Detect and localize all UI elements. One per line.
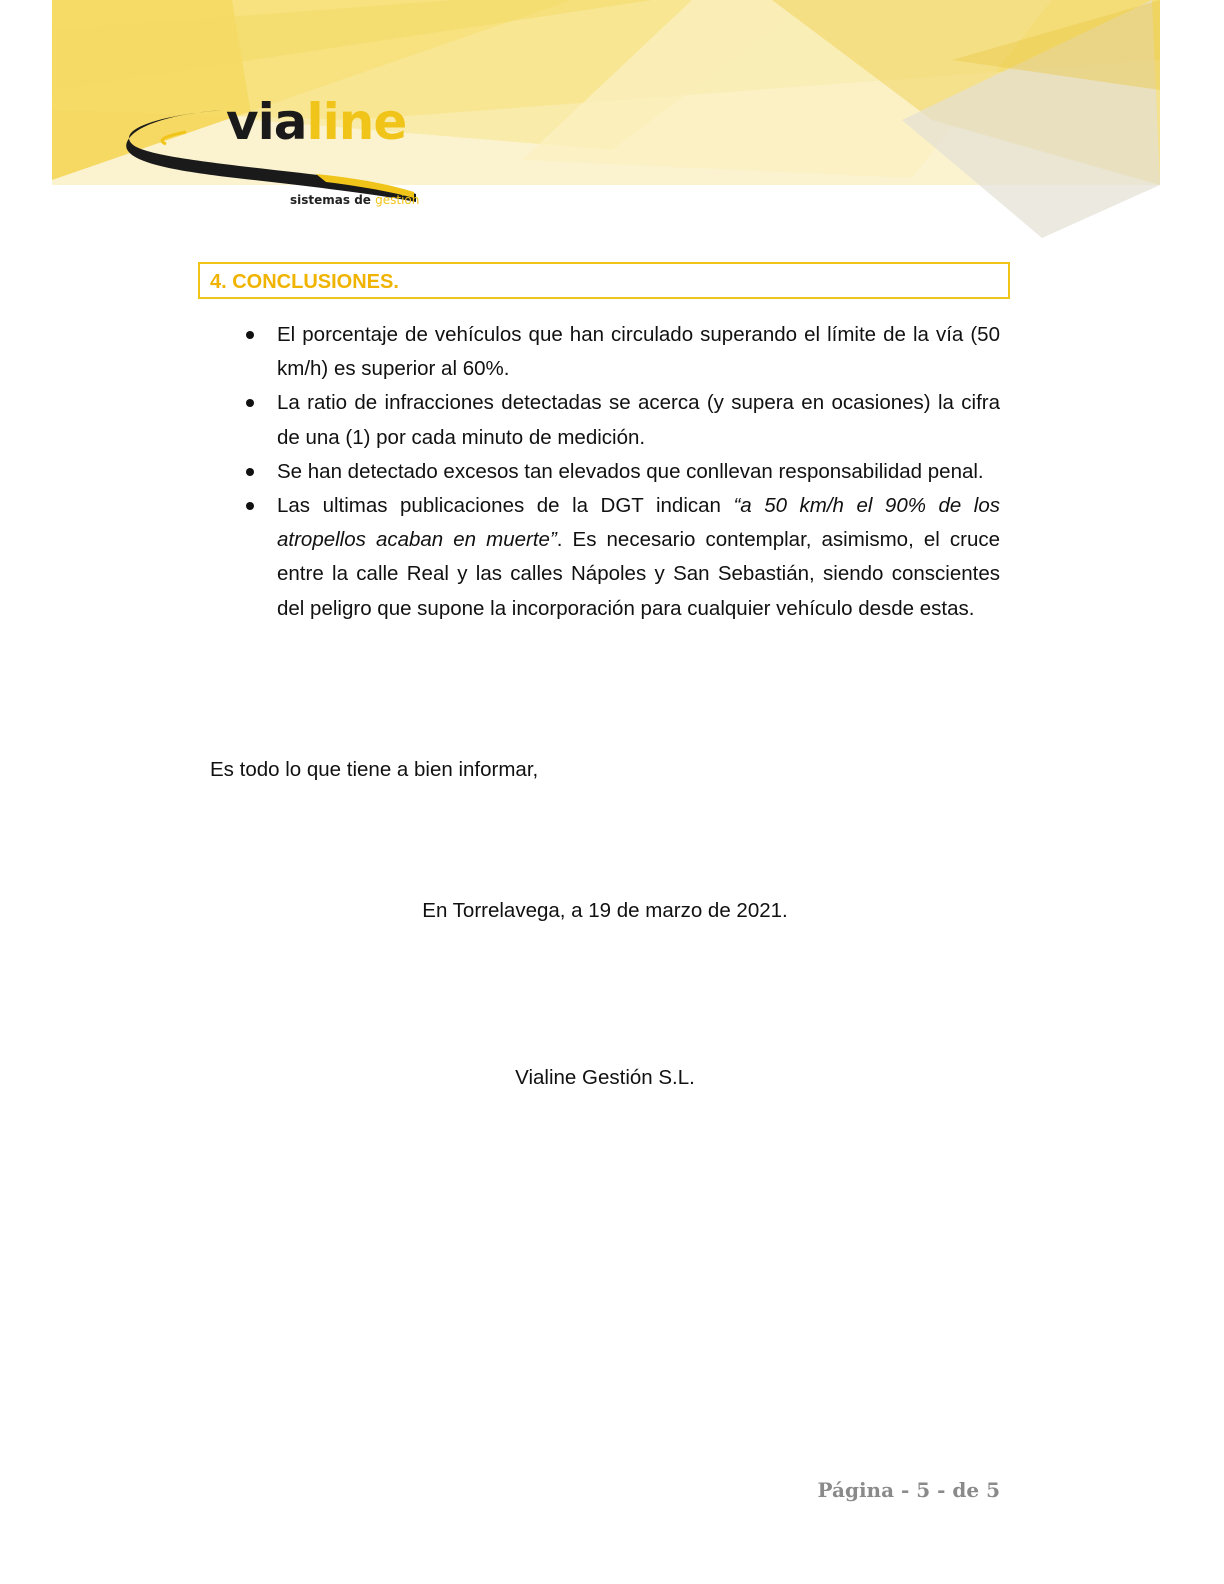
conclusions-list <box>240 318 1000 626</box>
bullet-icon <box>246 468 254 476</box>
logo-word-line: line <box>306 93 407 151</box>
list-item-lead: Las ultimas publicaciones de la DGT indican <box>277 494 734 518</box>
logo-wordmark <box>226 92 406 152</box>
bullet-icon <box>246 331 254 339</box>
section-title: 4. CONCLUSIONES. <box>210 271 399 293</box>
list-item <box>240 318 1000 386</box>
list-item <box>240 489 1000 626</box>
page-number: Página - 5 - de 5 <box>817 1478 1000 1502</box>
list-item-text: La ratio de infracciones detectadas se acerca (y supera en ocasiones) la cifra de una (1) por cada minuto de medición. <box>277 391 1000 449</box>
logo-word-via: via <box>226 93 307 151</box>
vialine-logo <box>126 92 426 217</box>
logo-tagline <box>290 193 419 207</box>
logo-tagline-accent: gestión <box>375 193 420 207</box>
list-item-tail: . Es necesario contemplar, asimismo, el cruce entre la calle Real y las calles Nápoles y San Sebastián, siendo conscientes del peligro que supone la incorporación para cualquier vehículo desde estas. <box>277 528 1000 620</box>
list-item <box>240 386 1000 454</box>
list-item-text: El porcentaje de vehículos que han circulado superando el límite de la vía (50 km/h) es superior al 60%. <box>277 323 1000 381</box>
place-date: En Torrelavega, a 19 de marzo de 2021. <box>422 899 788 922</box>
list-item <box>240 455 1000 489</box>
company-signature: Vialine Gestión S.L. <box>515 1066 695 1089</box>
dgt-quote: “a 50 km/h el 90% de los atropellos acaban en muerte” <box>277 494 1000 552</box>
bullet-icon <box>246 399 254 407</box>
section-heading-box <box>198 262 1010 299</box>
bullet-icon <box>246 502 254 510</box>
logo-tagline-dark: sistemas de <box>290 193 371 207</box>
list-item-text: Se han detectado excesos tan elevados que conllevan responsabilidad penal. <box>277 459 984 483</box>
closing-line: Es todo lo que tiene a bien informar, <box>210 758 539 781</box>
